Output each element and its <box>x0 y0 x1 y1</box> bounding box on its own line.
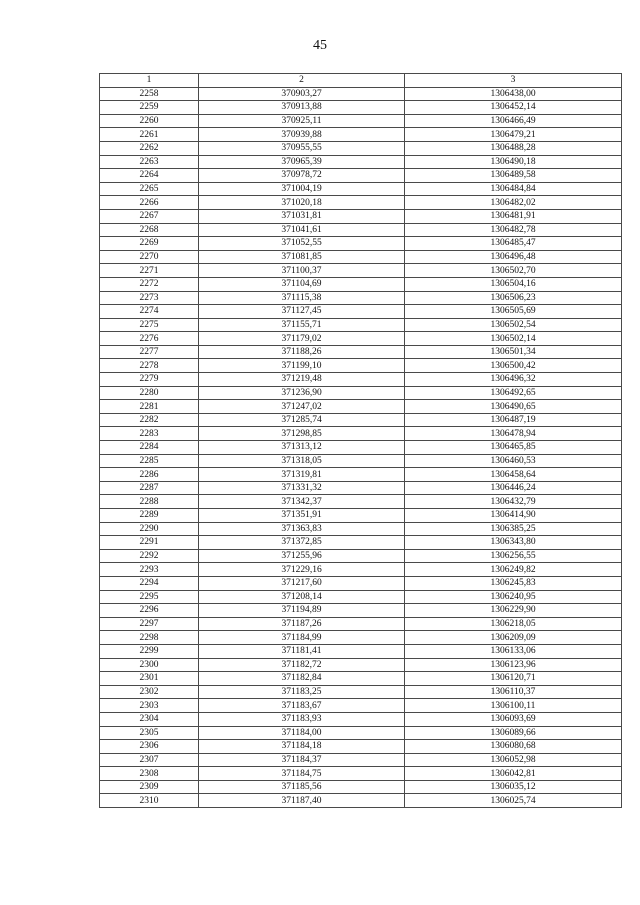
table-row <box>100 169 622 183</box>
y-coordinate-cell: 1306466,49 <box>405 114 622 128</box>
x-coordinate-cell: 371184,37 <box>199 753 405 767</box>
y-coordinate-cell: 1306484,84 <box>405 182 622 196</box>
x-coordinate-cell: 370955,55 <box>199 141 405 155</box>
x-coordinate-cell: 371179,02 <box>199 332 405 346</box>
x-coordinate-cell: 371217,60 <box>199 576 405 590</box>
y-coordinate-cell: 1306042,81 <box>405 767 622 781</box>
point-number-cell: 2263 <box>100 155 199 169</box>
table-row <box>100 386 622 400</box>
x-coordinate-cell: 371182,72 <box>199 658 405 672</box>
point-number-cell: 2261 <box>100 128 199 142</box>
y-coordinate-cell: 1306209,09 <box>405 631 622 645</box>
y-coordinate-cell: 1306458,64 <box>405 468 622 482</box>
point-number-cell: 2277 <box>100 345 199 359</box>
x-coordinate-cell: 371182,84 <box>199 672 405 686</box>
table-row <box>100 332 622 346</box>
y-coordinate-cell: 1306249,82 <box>405 563 622 577</box>
point-number-cell: 2307 <box>100 753 199 767</box>
x-coordinate-cell: 371115,38 <box>199 291 405 305</box>
x-coordinate-cell: 370965,39 <box>199 155 405 169</box>
x-coordinate-cell: 371199,10 <box>199 359 405 373</box>
y-coordinate-cell: 1306481,91 <box>405 209 622 223</box>
point-number-cell: 2298 <box>100 631 199 645</box>
y-coordinate-cell: 1306240,95 <box>405 590 622 604</box>
table-row <box>100 155 622 169</box>
y-coordinate-cell: 1306487,19 <box>405 413 622 427</box>
y-coordinate-cell: 1306479,21 <box>405 128 622 142</box>
y-coordinate-cell: 1306052,98 <box>405 753 622 767</box>
table-row <box>100 454 622 468</box>
table-row <box>100 563 622 577</box>
point-number-cell: 2305 <box>100 726 199 740</box>
table-row <box>100 237 622 251</box>
table-row <box>100 413 622 427</box>
x-coordinate-cell: 371229,16 <box>199 563 405 577</box>
table-row <box>100 359 622 373</box>
table-row <box>100 427 622 441</box>
point-number-cell: 2273 <box>100 291 199 305</box>
x-coordinate-cell: 370939,88 <box>199 128 405 142</box>
x-coordinate-cell: 371127,45 <box>199 305 405 319</box>
x-coordinate-cell: 371183,25 <box>199 685 405 699</box>
point-number-cell: 2274 <box>100 305 199 319</box>
table-row <box>100 223 622 237</box>
table-row <box>100 685 622 699</box>
table-row <box>100 441 622 455</box>
point-number-cell: 2292 <box>100 549 199 563</box>
point-number-cell: 2259 <box>100 101 199 115</box>
point-number-cell: 2267 <box>100 209 199 223</box>
y-coordinate-cell: 1306343,80 <box>405 536 622 550</box>
y-coordinate-cell: 1306502,70 <box>405 264 622 278</box>
point-number-cell: 2276 <box>100 332 199 346</box>
x-coordinate-cell: 371183,93 <box>199 712 405 726</box>
table-row <box>100 318 622 332</box>
x-coordinate-cell: 371155,71 <box>199 318 405 332</box>
table-row <box>100 468 622 482</box>
point-number-cell: 2302 <box>100 685 199 699</box>
y-coordinate-cell: 1306093,69 <box>405 712 622 726</box>
table-row <box>100 128 622 142</box>
x-coordinate-cell: 371298,85 <box>199 427 405 441</box>
x-coordinate-cell: 371247,02 <box>199 400 405 414</box>
table-row <box>100 141 622 155</box>
y-coordinate-cell: 1306446,24 <box>405 481 622 495</box>
y-coordinate-cell: 1306110,37 <box>405 685 622 699</box>
y-coordinate-cell: 1306465,85 <box>405 441 622 455</box>
x-coordinate-cell: 371031,81 <box>199 209 405 223</box>
table-row <box>100 481 622 495</box>
point-number-cell: 2278 <box>100 359 199 373</box>
point-number-cell: 2289 <box>100 509 199 523</box>
table-row <box>100 576 622 590</box>
x-coordinate-cell: 371208,14 <box>199 590 405 604</box>
y-coordinate-cell: 1306100,11 <box>405 699 622 713</box>
point-number-cell: 2308 <box>100 767 199 781</box>
y-coordinate-cell: 1306489,58 <box>405 169 622 183</box>
table-row <box>100 291 622 305</box>
x-coordinate-cell: 371372,85 <box>199 536 405 550</box>
x-coordinate-cell: 371184,99 <box>199 631 405 645</box>
x-coordinate-cell: 370913,88 <box>199 101 405 115</box>
table-row <box>100 182 622 196</box>
table-row <box>100 699 622 713</box>
table-row <box>100 753 622 767</box>
table-row <box>100 196 622 210</box>
y-coordinate-cell: 1306488,28 <box>405 141 622 155</box>
table-row <box>100 590 622 604</box>
y-coordinate-cell: 1306482,78 <box>405 223 622 237</box>
page-number: 45 <box>313 38 327 53</box>
table-row <box>100 794 622 808</box>
y-coordinate-cell: 1306218,05 <box>405 617 622 631</box>
point-number-cell: 2306 <box>100 740 199 754</box>
point-number-cell: 2279 <box>100 373 199 387</box>
point-number-cell: 2283 <box>100 427 199 441</box>
y-coordinate-cell: 1306505,69 <box>405 305 622 319</box>
column-header-3: 3 <box>405 74 622 88</box>
point-number-cell: 2303 <box>100 699 199 713</box>
table-row <box>100 101 622 115</box>
y-coordinate-cell: 1306485,47 <box>405 237 622 251</box>
y-coordinate-cell: 1306490,65 <box>405 400 622 414</box>
point-number-cell: 2275 <box>100 318 199 332</box>
table-row <box>100 672 622 686</box>
x-coordinate-cell: 371185,56 <box>199 780 405 794</box>
table-row <box>100 373 622 387</box>
x-coordinate-cell: 371100,37 <box>199 264 405 278</box>
point-number-cell: 2258 <box>100 87 199 101</box>
x-coordinate-cell: 371020,18 <box>199 196 405 210</box>
y-coordinate-cell: 1306035,12 <box>405 780 622 794</box>
y-coordinate-cell: 1306256,55 <box>405 549 622 563</box>
point-number-cell: 2286 <box>100 468 199 482</box>
y-coordinate-cell: 1306460,53 <box>405 454 622 468</box>
table-row <box>100 509 622 523</box>
y-coordinate-cell: 1306414,90 <box>405 509 622 523</box>
y-coordinate-cell: 1306501,34 <box>405 345 622 359</box>
coordinates-table <box>99 73 622 808</box>
x-coordinate-cell: 371052,55 <box>199 237 405 251</box>
y-coordinate-cell: 1306229,90 <box>405 604 622 618</box>
point-number-cell: 2293 <box>100 563 199 577</box>
point-number-cell: 2291 <box>100 536 199 550</box>
x-coordinate-cell: 371183,67 <box>199 699 405 713</box>
x-coordinate-cell: 370903,27 <box>199 87 405 101</box>
x-coordinate-cell: 371285,74 <box>199 413 405 427</box>
table-row <box>100 87 622 101</box>
x-coordinate-cell: 371194,89 <box>199 604 405 618</box>
y-coordinate-cell: 1306492,65 <box>405 386 622 400</box>
y-coordinate-cell: 1306438,00 <box>405 87 622 101</box>
y-coordinate-cell: 1306502,54 <box>405 318 622 332</box>
x-coordinate-cell: 371104,69 <box>199 277 405 291</box>
point-number-cell: 2271 <box>100 264 199 278</box>
table-row <box>100 631 622 645</box>
x-coordinate-cell: 371318,05 <box>199 454 405 468</box>
y-coordinate-cell: 1306478,94 <box>405 427 622 441</box>
table-row <box>100 604 622 618</box>
point-number-cell: 2284 <box>100 441 199 455</box>
point-number-cell: 2269 <box>100 237 199 251</box>
table-header-row <box>100 74 622 88</box>
x-coordinate-cell: 371319,81 <box>199 468 405 482</box>
point-number-cell: 2290 <box>100 522 199 536</box>
point-number-cell: 2310 <box>100 794 199 808</box>
x-coordinate-cell: 371313,12 <box>199 441 405 455</box>
y-coordinate-cell: 1306506,23 <box>405 291 622 305</box>
point-number-cell: 2282 <box>100 413 199 427</box>
point-number-cell: 2299 <box>100 644 199 658</box>
table-row <box>100 767 622 781</box>
y-coordinate-cell: 1306496,48 <box>405 250 622 264</box>
x-coordinate-cell: 370978,72 <box>199 169 405 183</box>
column-header-2: 2 <box>199 74 405 88</box>
table-row <box>100 658 622 672</box>
point-number-cell: 2297 <box>100 617 199 631</box>
table-row <box>100 522 622 536</box>
y-coordinate-cell: 1306080,68 <box>405 740 622 754</box>
table-row <box>100 740 622 754</box>
y-coordinate-cell: 1306496,32 <box>405 373 622 387</box>
table-row <box>100 277 622 291</box>
table-row <box>100 114 622 128</box>
y-coordinate-cell: 1306245,83 <box>405 576 622 590</box>
x-coordinate-cell: 371184,00 <box>199 726 405 740</box>
point-number-cell: 2309 <box>100 780 199 794</box>
x-coordinate-cell: 371187,26 <box>199 617 405 631</box>
point-number-cell: 2304 <box>100 712 199 726</box>
y-coordinate-cell: 1306123,96 <box>405 658 622 672</box>
y-coordinate-cell: 1306490,18 <box>405 155 622 169</box>
y-coordinate-cell: 1306502,14 <box>405 332 622 346</box>
point-number-cell: 2301 <box>100 672 199 686</box>
x-coordinate-cell: 371236,90 <box>199 386 405 400</box>
x-coordinate-cell: 371184,75 <box>199 767 405 781</box>
x-coordinate-cell: 371255,96 <box>199 549 405 563</box>
point-number-cell: 2287 <box>100 481 199 495</box>
y-coordinate-cell: 1306385,25 <box>405 522 622 536</box>
point-number-cell: 2285 <box>100 454 199 468</box>
table-row <box>100 549 622 563</box>
point-number-cell: 2262 <box>100 141 199 155</box>
x-coordinate-cell: 371187,40 <box>199 794 405 808</box>
table-row <box>100 644 622 658</box>
y-coordinate-cell: 1306120,71 <box>405 672 622 686</box>
x-coordinate-cell: 371342,37 <box>199 495 405 509</box>
x-coordinate-cell: 371188,26 <box>199 345 405 359</box>
point-number-cell: 2300 <box>100 658 199 672</box>
y-coordinate-cell: 1306500,42 <box>405 359 622 373</box>
table-row <box>100 495 622 509</box>
table-body <box>100 87 622 807</box>
point-number-cell: 2260 <box>100 114 199 128</box>
x-coordinate-cell: 371184,18 <box>199 740 405 754</box>
y-coordinate-cell: 1306133,06 <box>405 644 622 658</box>
table-row <box>100 726 622 740</box>
x-coordinate-cell: 371081,85 <box>199 250 405 264</box>
x-coordinate-cell: 371351,91 <box>199 509 405 523</box>
point-number-cell: 2296 <box>100 604 199 618</box>
table-row <box>100 617 622 631</box>
point-number-cell: 2270 <box>100 250 199 264</box>
x-coordinate-cell: 370925,11 <box>199 114 405 128</box>
table-row <box>100 400 622 414</box>
y-coordinate-cell: 1306452,14 <box>405 101 622 115</box>
x-coordinate-cell: 371331,32 <box>199 481 405 495</box>
point-number-cell: 2264 <box>100 169 199 183</box>
x-coordinate-cell: 371041,61 <box>199 223 405 237</box>
point-number-cell: 2272 <box>100 277 199 291</box>
table-row <box>100 264 622 278</box>
point-number-cell: 2265 <box>100 182 199 196</box>
table-row <box>100 712 622 726</box>
x-coordinate-cell: 371219,48 <box>199 373 405 387</box>
point-number-cell: 2294 <box>100 576 199 590</box>
y-coordinate-cell: 1306089,66 <box>405 726 622 740</box>
table-row <box>100 536 622 550</box>
table-row <box>100 305 622 319</box>
table-row <box>100 250 622 264</box>
point-number-cell: 2280 <box>100 386 199 400</box>
point-number-cell: 2281 <box>100 400 199 414</box>
x-coordinate-cell: 371181,41 <box>199 644 405 658</box>
x-coordinate-cell: 371004,19 <box>199 182 405 196</box>
y-coordinate-cell: 1306482,02 <box>405 196 622 210</box>
y-coordinate-cell: 1306504,16 <box>405 277 622 291</box>
x-coordinate-cell: 371363,83 <box>199 522 405 536</box>
y-coordinate-cell: 1306432,79 <box>405 495 622 509</box>
table-row <box>100 780 622 794</box>
table-row <box>100 209 622 223</box>
point-number-cell: 2288 <box>100 495 199 509</box>
table-row <box>100 345 622 359</box>
y-coordinate-cell: 1306025,74 <box>405 794 622 808</box>
point-number-cell: 2268 <box>100 223 199 237</box>
point-number-cell: 2266 <box>100 196 199 210</box>
point-number-cell: 2295 <box>100 590 199 604</box>
column-header-1: 1 <box>100 74 199 88</box>
